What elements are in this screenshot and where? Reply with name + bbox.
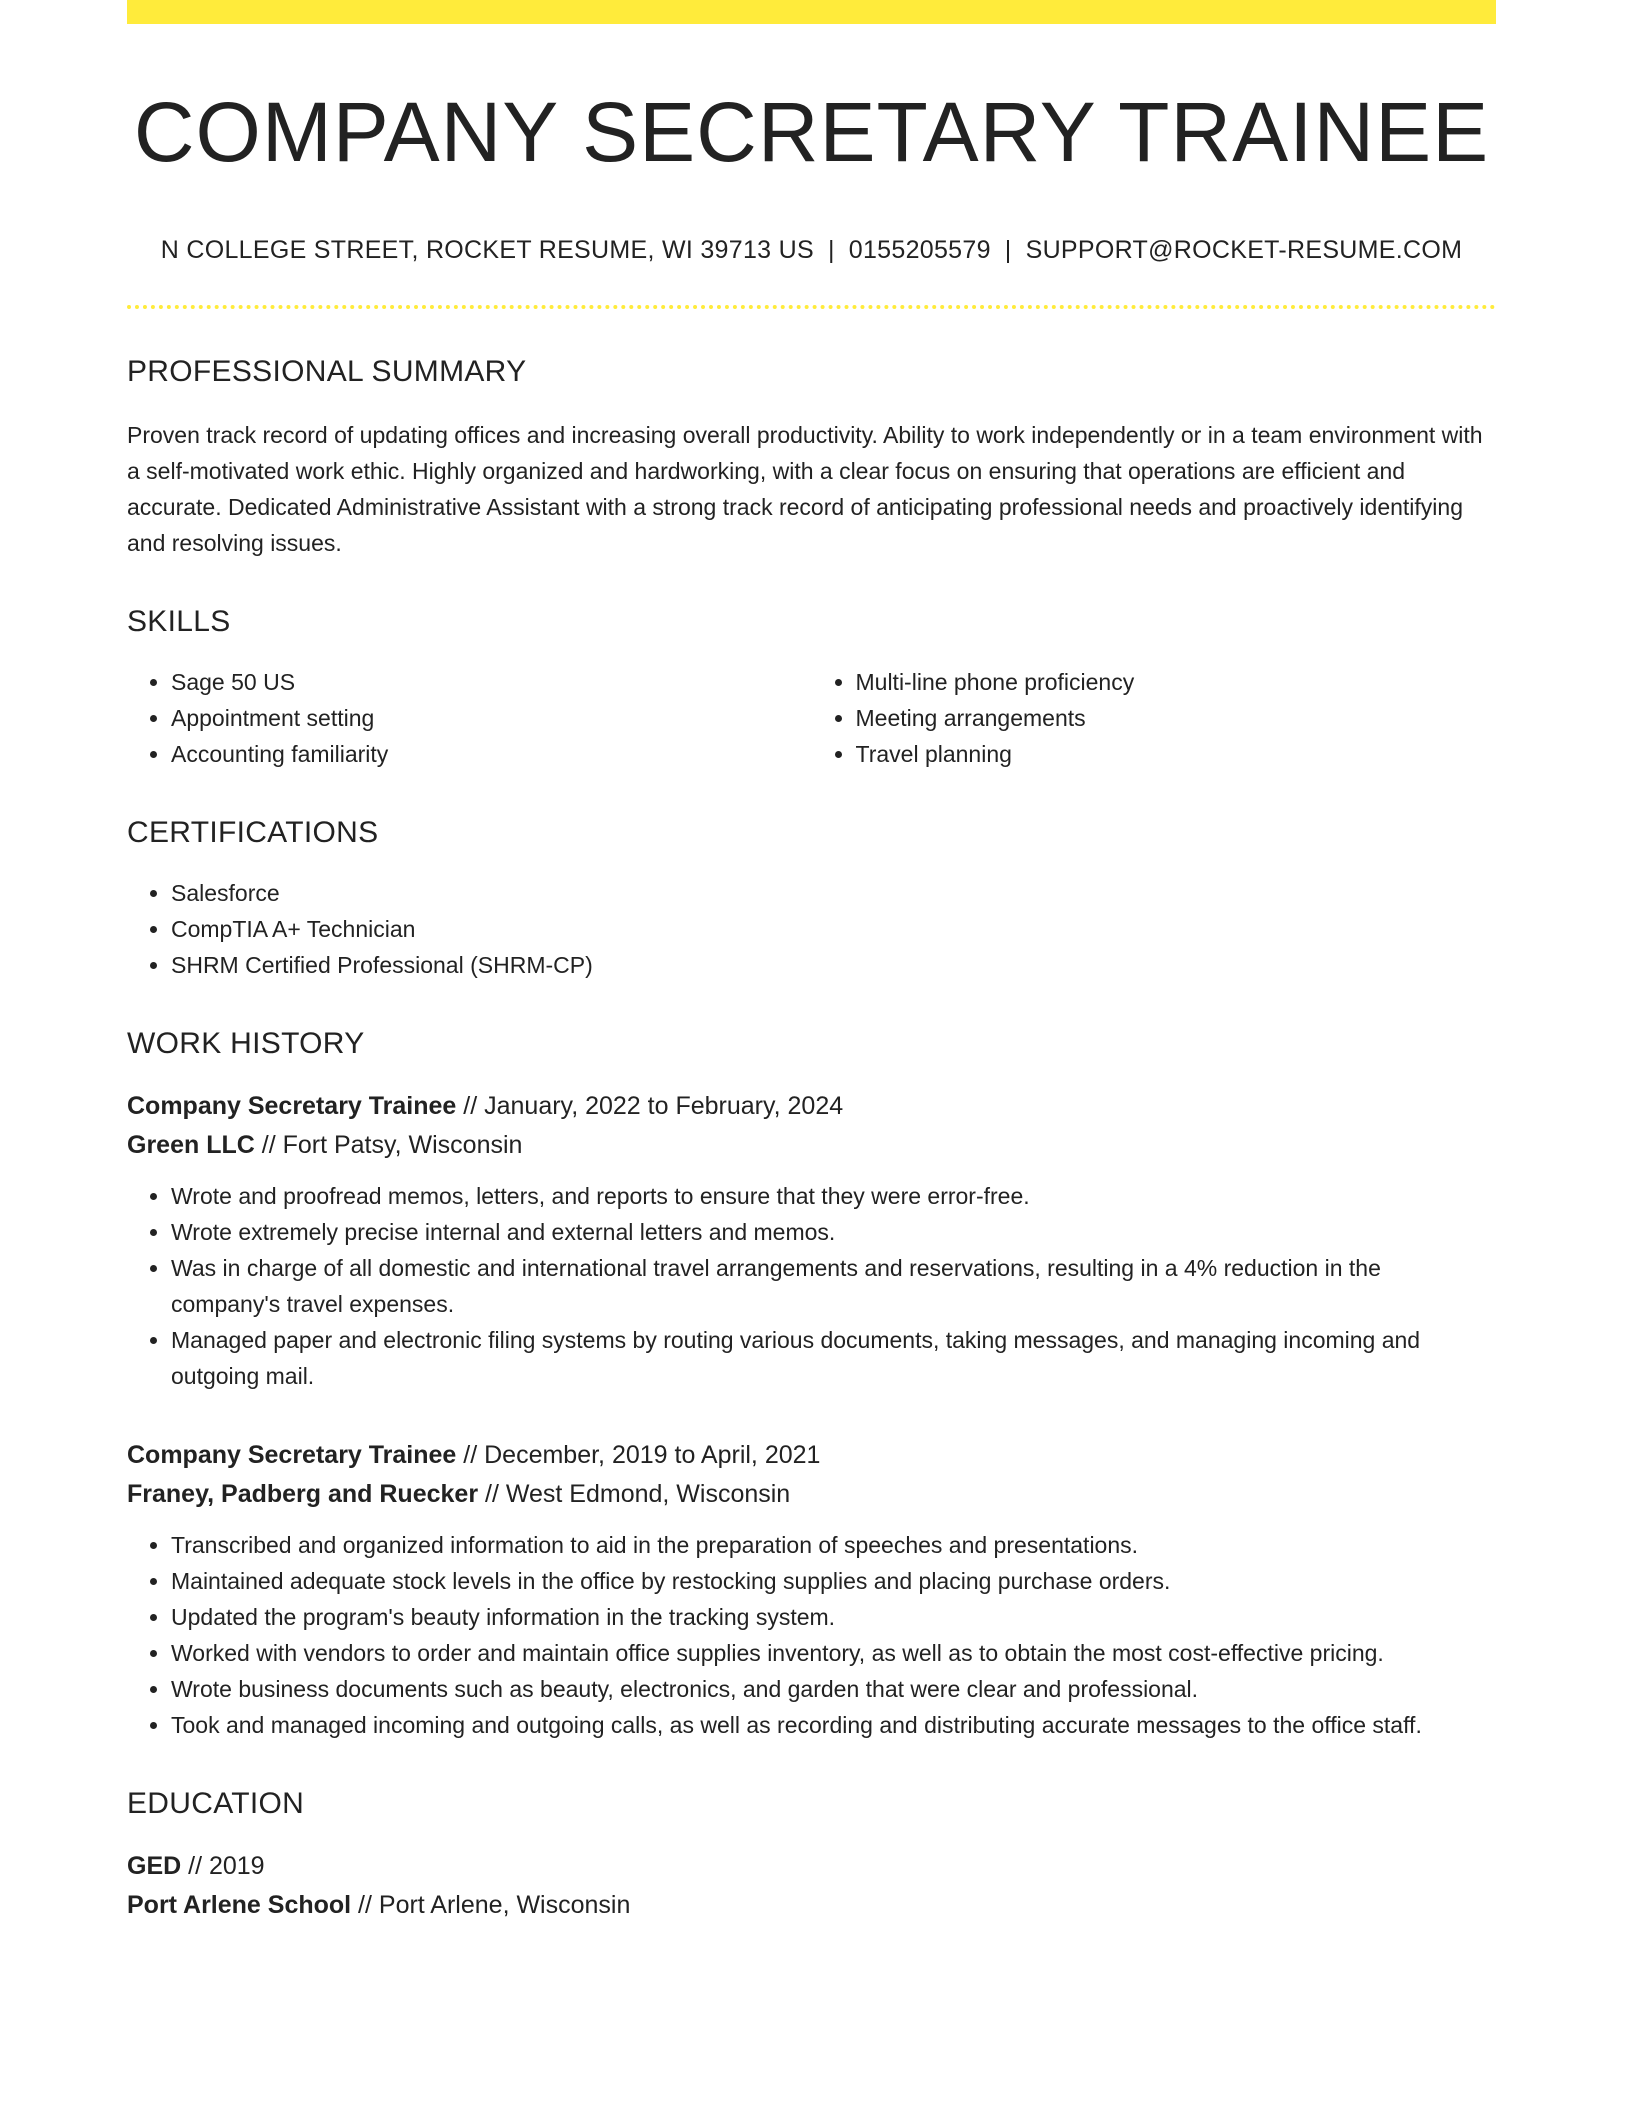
- job-bullet: • Worked with vendors to order and maintain office supplies inventory, as well as to obtain the most cost-effective pricing.: [171, 1635, 1496, 1671]
- contact-separator: |: [827, 236, 835, 265]
- contact-phone: 0155205579: [848, 236, 991, 265]
- job-role: Company Secretary Trainee: [127, 1092, 457, 1121]
- job-bullet: • Maintained adequate stock levels in the office by restocking supplies and placing purchase orders.: [171, 1563, 1496, 1599]
- job-dates: // January, 2022 to February, 2024: [456, 1092, 844, 1121]
- job-location: // West Edmond, Wisconsin: [478, 1480, 791, 1509]
- job-bullets: [127, 1527, 1496, 1743]
- certifications-heading: CERTIFICATIONS: [127, 816, 379, 850]
- education-degree: GED: [127, 1852, 182, 1881]
- job-bullet: • Transcribed and organized information to aid in the preparation of speeches and presentations.: [171, 1527, 1496, 1563]
- summary-text: Proven track record of updating offices and increasing overall productivity. Ability to work independently or in a team environment with a self-motivated work ethic. Highly organized and hardworking, with a clear focus on ensuring that operations are efficient and accurate. Dedicated Administrative Assistant with a strong track record of anticipating professional needs and proactively identifying and resolving issues.: [127, 422, 1483, 557]
- summary-heading: PROFESSIONAL SUMMARY: [127, 355, 527, 389]
- job-entry: [127, 1436, 1496, 1743]
- candidate-name: COMPANY SECRETARY TRAINEE: [133, 85, 1490, 179]
- job-bullet: • Wrote and proofread memos, letters, and reports to ensure that they were error-free.: [171, 1178, 1496, 1214]
- job-company: Franey, Padberg and Ruecker: [127, 1480, 479, 1509]
- contact-separator: |: [1004, 236, 1012, 265]
- job-location: // Fort Patsy, Wisconsin: [254, 1131, 523, 1160]
- skill-item: • Sage 50 US: [171, 664, 812, 700]
- job-company-line: [127, 1126, 1496, 1165]
- certification-item: • Salesforce: [171, 875, 1496, 911]
- certifications-list: [127, 875, 1496, 983]
- job-bullet: • Managed paper and electronic filing systems by routing various documents, taking messages, and managing incoming and outgoing mail.: [171, 1322, 1496, 1394]
- education-entry: [127, 1847, 1496, 1925]
- contact-line: [127, 236, 1496, 265]
- job-title-line: [127, 1087, 1496, 1126]
- skills-grid: [127, 664, 1496, 772]
- job-role: Company Secretary Trainee: [127, 1441, 457, 1470]
- job-bullet: • Updated the program's beauty information in the tracking system.: [171, 1599, 1496, 1635]
- contact-address: N COLLEGE STREET, ROCKET RESUME, WI 39713 US: [160, 236, 814, 265]
- work-history-heading: WORK HISTORY: [127, 1027, 365, 1061]
- job-bullet: • Wrote extremely precise internal and external letters and memos.: [171, 1214, 1496, 1250]
- job-entry: [127, 1087, 1496, 1394]
- certification-item: • SHRM Certified Professional (SHRM-CP): [171, 947, 1496, 983]
- education-school: Port Arlene School: [127, 1891, 352, 1920]
- job-title-line: [127, 1436, 1496, 1475]
- skill-item: • Multi-line phone proficiency: [856, 664, 1497, 700]
- accent-top-bar: [127, 0, 1496, 24]
- job-dates: // December, 2019 to April, 2021: [456, 1441, 821, 1470]
- education-degree-line: [127, 1847, 1496, 1886]
- education-school-line: [127, 1886, 1496, 1925]
- skill-item: • Meeting arrangements: [856, 700, 1497, 736]
- skill-item: • Travel planning: [856, 736, 1497, 772]
- education-location: // Port Arlene, Wisconsin: [351, 1891, 631, 1920]
- skills-column-left: [127, 664, 812, 772]
- contact-email: SUPPORT@ROCKET-RESUME.COM: [1025, 236, 1463, 265]
- job-company-line: [127, 1475, 1496, 1514]
- skill-item: • Appointment setting: [171, 700, 812, 736]
- job-bullets: [127, 1178, 1496, 1394]
- education-year: // 2019: [181, 1852, 265, 1881]
- skills-column-right: [812, 664, 1497, 772]
- dotted-divider: [127, 305, 1496, 309]
- certification-item: • CompTIA A+ Technician: [171, 911, 1496, 947]
- job-bullet: • Was in charge of all domestic and international travel arrangements and reservations, resulting in a 4% reduction in the company's travel expenses.: [171, 1250, 1496, 1322]
- job-bullet: • Wrote business documents such as beauty, electronics, and garden that were clear and professional.: [171, 1671, 1496, 1707]
- education-heading: EDUCATION: [127, 1787, 305, 1821]
- job-company: Green LLC: [127, 1131, 255, 1160]
- skills-heading: SKILLS: [127, 605, 231, 639]
- resume-page: [127, 0, 1496, 1925]
- skill-item: • Accounting familiarity: [171, 736, 812, 772]
- job-bullet: • Took and managed incoming and outgoing calls, as well as recording and distributing accurate messages to the office staff.: [171, 1707, 1496, 1743]
